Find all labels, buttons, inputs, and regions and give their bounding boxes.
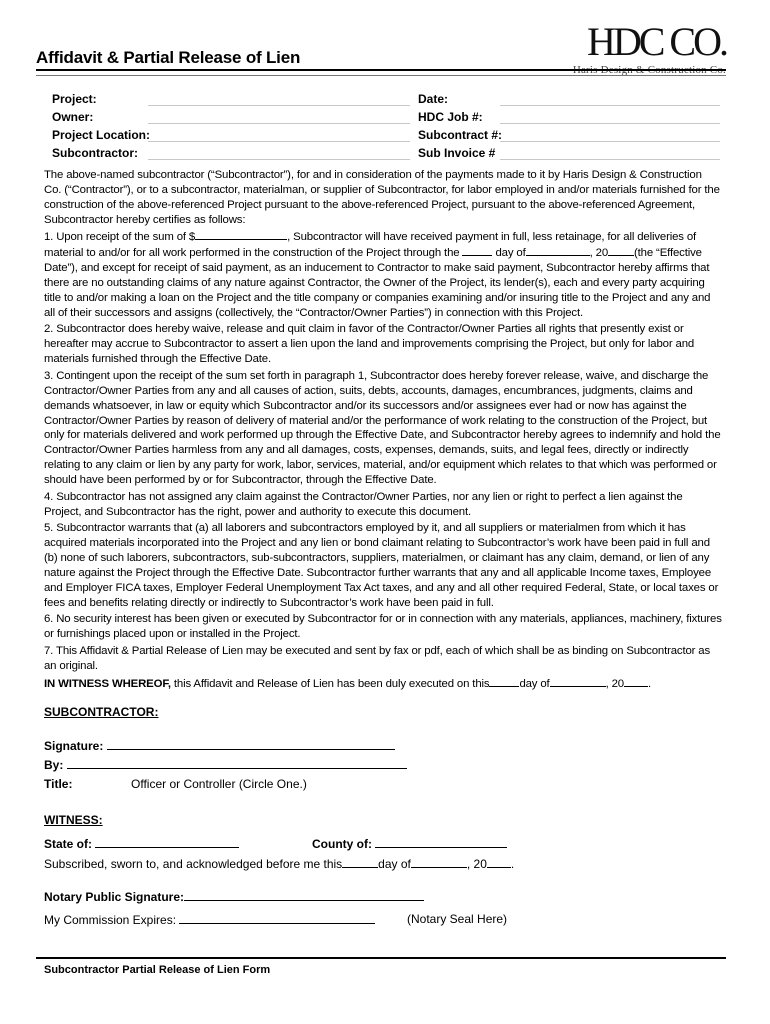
- signature-line[interactable]: [107, 738, 395, 750]
- paragraph-5: 5. Subcontractor warrants that (a) all laborers and subcontractors employed by it, and all suppliers or materialmen from which it has acquired materials incorporated into the Project and any lien or bond claimant relating to Subcontractor’s work have been paid in full and (b) none of such laborers, subcontractors, sub-subcontractors, suppliers, materialmen, or claimant has any claim, demand, or lien of any nature against the Project through the Effective Date. Subcontractor further warrants that any and all applicable Income taxes, Employee and Employer FICA taxes, Employer Federal Unemployment Tax Act taxes, and any and all other required Federal, State, or local taxes or fees and benefits relating directly or indirectly to Subcontractor’s work have been paid in full.: [44, 522, 719, 609]
- state-row: [44, 836, 239, 851]
- footer-rule: [36, 957, 726, 959]
- owner-label: Owner:: [52, 110, 94, 124]
- footer-label: Subcontractor Partial Release of Lien Form: [44, 964, 271, 976]
- sworn-day-line[interactable]: [342, 856, 378, 868]
- effective-year-blank[interactable]: [608, 245, 634, 256]
- project-field[interactable]: [148, 105, 410, 106]
- paragraph-2: 2. Subcontractor does hereby waive, release and quit claim in favor of the Contractor/Owner Parties all rights that presently exist or hereafter may accrue to Subcontractor to assert a lien upon the land and improvements comprising the Project, but only for labor and materials furnished through the Effective Date.: [44, 323, 695, 366]
- notary-signature-row: [44, 889, 424, 904]
- paragraph-6: 6. No security interest has been given or executed by Subcontractor for or in connection with any materials, appliances, machinery, fixtures or furnishings placed upon or installed in the Project.: [44, 613, 722, 641]
- county-row: [312, 836, 507, 851]
- executed-year-blank[interactable]: [624, 676, 648, 687]
- effective-month-blank[interactable]: [526, 245, 590, 256]
- signature-row: [44, 738, 395, 753]
- intro-paragraph: The above-named subcontractor (“Subcontractor”), for and in consideration of the payments made to it by Haris Design & Construction Co. (“Contractor”), or to a subcontractor, materialman, or supplier of Subcontractor, for labor employed in and/or materials furnished for the construction of the above-referenced Project pursuant to the above-referenced Project, pursuant to the above-referenced Agreement, Subcontractor hereby certifies as follows:: [44, 169, 720, 226]
- sworn-row: [44, 856, 514, 871]
- by-label: By:: [44, 758, 64, 772]
- date-field[interactable]: [500, 105, 720, 106]
- sworn-text-d: .: [510, 857, 515, 871]
- header-rule-thin: [36, 75, 726, 76]
- county-label: County of:: [312, 837, 372, 851]
- witness-heading: WITNESS:: [44, 813, 103, 827]
- p1-text-d: , 20: [589, 247, 609, 260]
- executed-day-blank[interactable]: [489, 676, 519, 687]
- project-location-field[interactable]: [148, 141, 410, 142]
- notary-signature-label: Notary Public Signature:: [44, 890, 185, 904]
- header-rule: [36, 69, 726, 71]
- p1-text-a: 1. Upon receipt of the sum of $: [44, 231, 196, 244]
- witness-text-d: .: [647, 677, 651, 690]
- notary-seal-label: (Notary Seal Here): [407, 912, 508, 926]
- by-row: [44, 757, 407, 772]
- sworn-text-c: , 20: [466, 857, 487, 871]
- sworn-year-line[interactable]: [487, 856, 511, 868]
- title-value: Officer or Controller (Circle One.): [131, 777, 307, 791]
- commission-row: [44, 912, 375, 927]
- hdc-job-label: HDC Job #:: [418, 110, 483, 124]
- witness-bold: IN WITNESS WHEREOF,: [44, 677, 171, 690]
- date-label: Date:: [418, 92, 449, 106]
- county-line[interactable]: [375, 836, 507, 848]
- witness-paragraph: [44, 676, 722, 692]
- project-location-label: Project Location:: [52, 128, 151, 142]
- commission-label: My Commission Expires:: [44, 913, 177, 927]
- witness-text-b: day of: [519, 677, 550, 690]
- sworn-text-b: day of: [378, 857, 411, 871]
- witness-text-c: , 20: [605, 677, 624, 690]
- document-title: Affidavit & Partial Release of Lien: [36, 48, 301, 67]
- p1-text-b: , Subcontractor will have received payment in full, less retainage, for all deliveries of material to and/or for all work performed in the construction of the Project through the: [44, 231, 697, 260]
- subcontract-label: Subcontract #:: [418, 128, 503, 142]
- state-label: State of:: [44, 837, 92, 851]
- paragraph-1: [44, 229, 722, 320]
- commission-line[interactable]: [179, 912, 375, 924]
- subcontractor-heading: SUBCONTRACTOR:: [44, 705, 159, 719]
- sub-invoice-label: Sub Invoice #: [418, 146, 496, 160]
- paragraph-4: 4. Subcontractor has not assigned any claim against the Contractor/Owner Parties, nor any lien or right to perfect a lien against the Project, and Subcontractor has the right, power and authority to execute this document.: [44, 490, 683, 518]
- company-logo: [573, 19, 726, 76]
- subcontract-field[interactable]: [500, 141, 720, 142]
- effective-day-blank[interactable]: [462, 245, 492, 256]
- payment-amount-blank[interactable]: [195, 229, 287, 240]
- owner-field[interactable]: [148, 123, 410, 124]
- project-label: Project:: [52, 92, 97, 106]
- p1-text-c: day of: [495, 247, 526, 260]
- subcontractor-field[interactable]: [148, 159, 410, 160]
- sworn-month-line[interactable]: [411, 856, 467, 868]
- sworn-text-a: Subscribed, sworn to, and acknowledged before me this: [44, 857, 343, 871]
- title-label: Title:: [44, 777, 73, 791]
- signature-label: Signature:: [44, 739, 104, 753]
- state-line[interactable]: [95, 836, 239, 848]
- witness-text-a: this Affidavit and Release of Lien has been duly executed on this: [170, 677, 490, 690]
- paragraph-7: 7. This Affidavit & Partial Release of Lien may be executed and sent by fax or pdf, each of which shall be as binding on Subcontractor as an original.: [44, 645, 711, 672]
- hdc-job-field[interactable]: [500, 123, 720, 124]
- logo-mark: HDC CO.: [586, 19, 726, 64]
- affidavit-body: [44, 168, 722, 694]
- by-line[interactable]: [67, 757, 407, 769]
- paragraph-3: 3. Contingent upon the receipt of the sum set forth in paragraph 1, Subcontractor does hereby forever release, waive, and discharge the Contractor/Owner Parties from any and all causes of action, suits, debts, accounts, damages, encumbrances, judgments, claims and demands whatsoever, in law or equity which Subcontractor and/or its successors and/or assignees ever had or now has against the Contractor/Owner Parties by reason of delivery of material and/or the performance of work relating to the construction of the Project, but only for materials delivered and work performed up through the Effective Date, and Subcontractor hereby agrees to indemnify and hold the Contractor/Owner Parties harmless from any and all damages, costs, expenses, demands, suits, and legal fees, directly or indirectly relating to any claim or lien by any party for work, labor, services, material, and/or equipment which relates to that which was performed or should have been performed by or for Subcontractor, through the Effective Date.: [44, 369, 721, 486]
- p1-text-e: (the “Effective Date”), and except for receipt of said payment, as an inducement to Contractor to make said payment, Subcontractor hereby affirms that there are no outstanding claims of any nature against Contractor, the Owner of the Project, its lender(s), each and every party acquiring title to and/or making a loan on the Project and the title company or companies examining and/or insuring title to the Project and any and all of their successors and assigns (collectively, the “Contractor/Owner Parties”) in connection with this Project.: [44, 247, 711, 319]
- executed-month-blank[interactable]: [550, 676, 606, 687]
- sub-invoice-field[interactable]: [500, 159, 720, 160]
- notary-signature-line[interactable]: [184, 889, 424, 901]
- subcontractor-label: Subcontractor:: [52, 146, 139, 160]
